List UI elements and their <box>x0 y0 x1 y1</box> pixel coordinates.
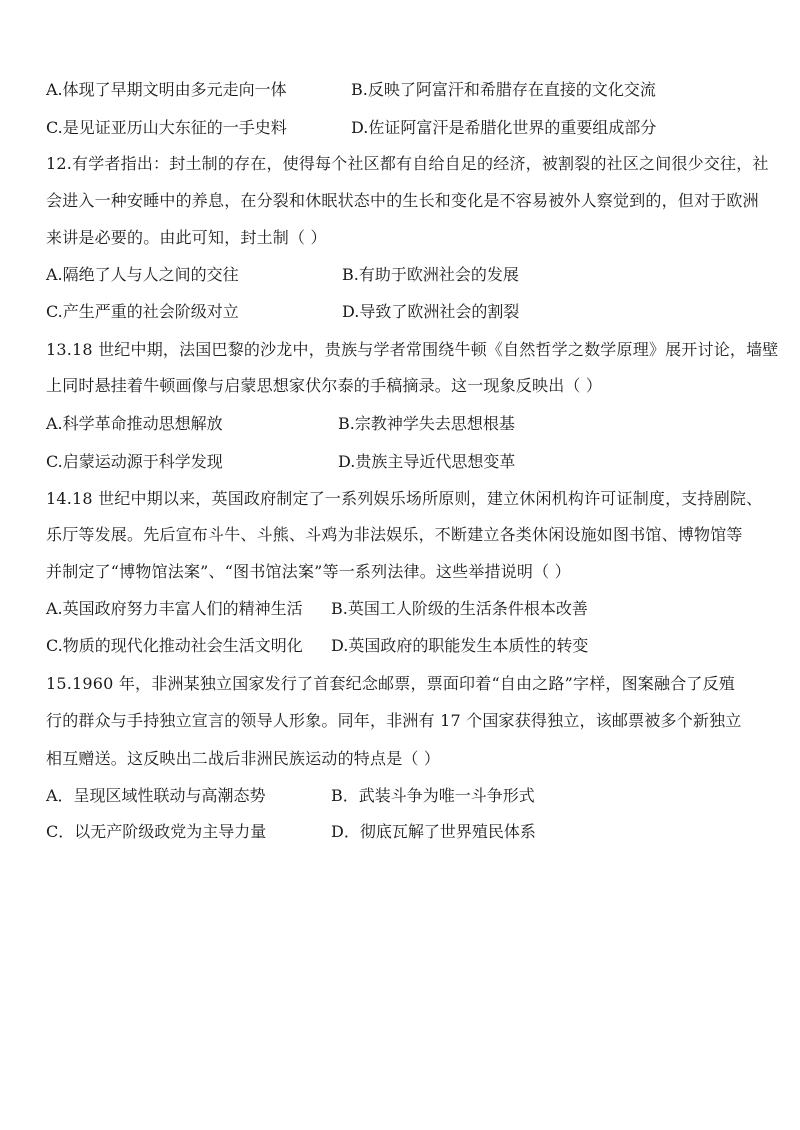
q15-option-d[interactable]: D．彻底瓦解了世界殖民体系 <box>331 822 536 841</box>
q15-option-a[interactable]: A．呈现区域性联动与高潮态势 <box>46 786 266 805</box>
q14-stem-line-2: 乐厅等发展。先后宣布斗牛、斗熊、斗鸡为非法娱乐，不断建立各类休闲设施如图书馆、博物馆等 <box>46 525 743 544</box>
q11-option-d[interactable]: D.佐证阿富汗是希腊化世界的重要组成部分 <box>351 118 657 137</box>
q13-option-c[interactable]: C.启蒙运动源于科学发现 <box>46 452 223 471</box>
q14-option-b[interactable]: B.英国工人阶级的生活条件根本改善 <box>331 599 588 618</box>
q11-option-a[interactable]: A.体现了早期文明由多元走向一体 <box>46 80 287 99</box>
q11-option-b[interactable]: B.反映了阿富汗和希腊存在直接的文化交流 <box>351 80 656 99</box>
q13-option-d[interactable]: D.贵族主导近代思想变革 <box>338 452 516 471</box>
q13-stem-line-2: 上同时悬挂着牛顿画像与启蒙思想家伏尔泰的手稿摘录。这一现象反映出（ ） <box>46 376 603 395</box>
q12-option-a[interactable]: A.隔绝了人与人之间的交往 <box>46 265 239 284</box>
q15-stem-line-3: 相互赠送。这反映出二战后非洲民族运动的特点是（ ） <box>46 749 441 768</box>
q13-option-a[interactable]: A.科学革命推动思想解放 <box>46 414 223 433</box>
q12-stem-line-3: 来讲是必要的。由此可知，封土制（ ） <box>46 228 327 247</box>
q12-stem-line-2: 会进入一种安睡中的养息，在分裂和休眠状态中的生长和变化是不容易被外人察觉到的，但对于欧洲 <box>46 191 759 210</box>
q15-option-c[interactable]: C．以无产阶级政党为主导力量 <box>46 822 267 841</box>
q12-stem-line-1: 12.有学者指出：封土制的存在，使得每个社区都有自给自足的经济，被割裂的社区之间很少交往，社 <box>46 154 769 173</box>
q13-stem-line-1: 13.18 世纪中期，法国巴黎的沙龙中，贵族与学者常围绕牛顿《自然哲学之数学原理》展开讨论，墙壁 <box>46 340 779 359</box>
q12-option-b[interactable]: B.有助于欧洲社会的发展 <box>342 265 519 284</box>
q12-option-c[interactable]: C.产生严重的社会阶级对立 <box>46 302 239 321</box>
q12-option-d[interactable]: D.导致了欧洲社会的割裂 <box>342 302 520 321</box>
q14-option-a[interactable]: A.英国政府努力丰富人们的精神生活 <box>46 599 303 618</box>
q13-option-b[interactable]: B.宗教神学失去思想根基 <box>338 414 515 433</box>
q14-option-c[interactable]: C.物质的现代化推动社会生活文明化 <box>46 636 303 655</box>
q11-option-c[interactable]: C.是见证亚历山大东征的一手史料 <box>46 118 287 137</box>
q15-option-b[interactable]: B．武装斗争为唯一斗争形式 <box>331 786 535 805</box>
q14-stem-line-3: 并制定了“博物馆法案”、“图书馆法案”等一系列法律。这些举措说明（ ） <box>46 562 571 581</box>
q14-stem-line-1: 14.18 世纪中期以来，英国政府制定了一系列娱乐场所原则，建立休闲机构许可证制度，支持剧院、 <box>46 489 763 508</box>
q15-stem-line-2: 行的群众与手持独立宣言的领导人形象。同年，非洲有 17 个国家获得独立，该邮票被多个新独立 <box>46 711 742 730</box>
q14-option-d[interactable]: D.英国政府的职能发生本质性的转变 <box>331 636 589 655</box>
q15-stem-line-1: 15.1960 年，非洲某独立国家发行了首套纪念邮票，票面印着“自由之路”字样，图案融合了反殖 <box>46 674 736 693</box>
